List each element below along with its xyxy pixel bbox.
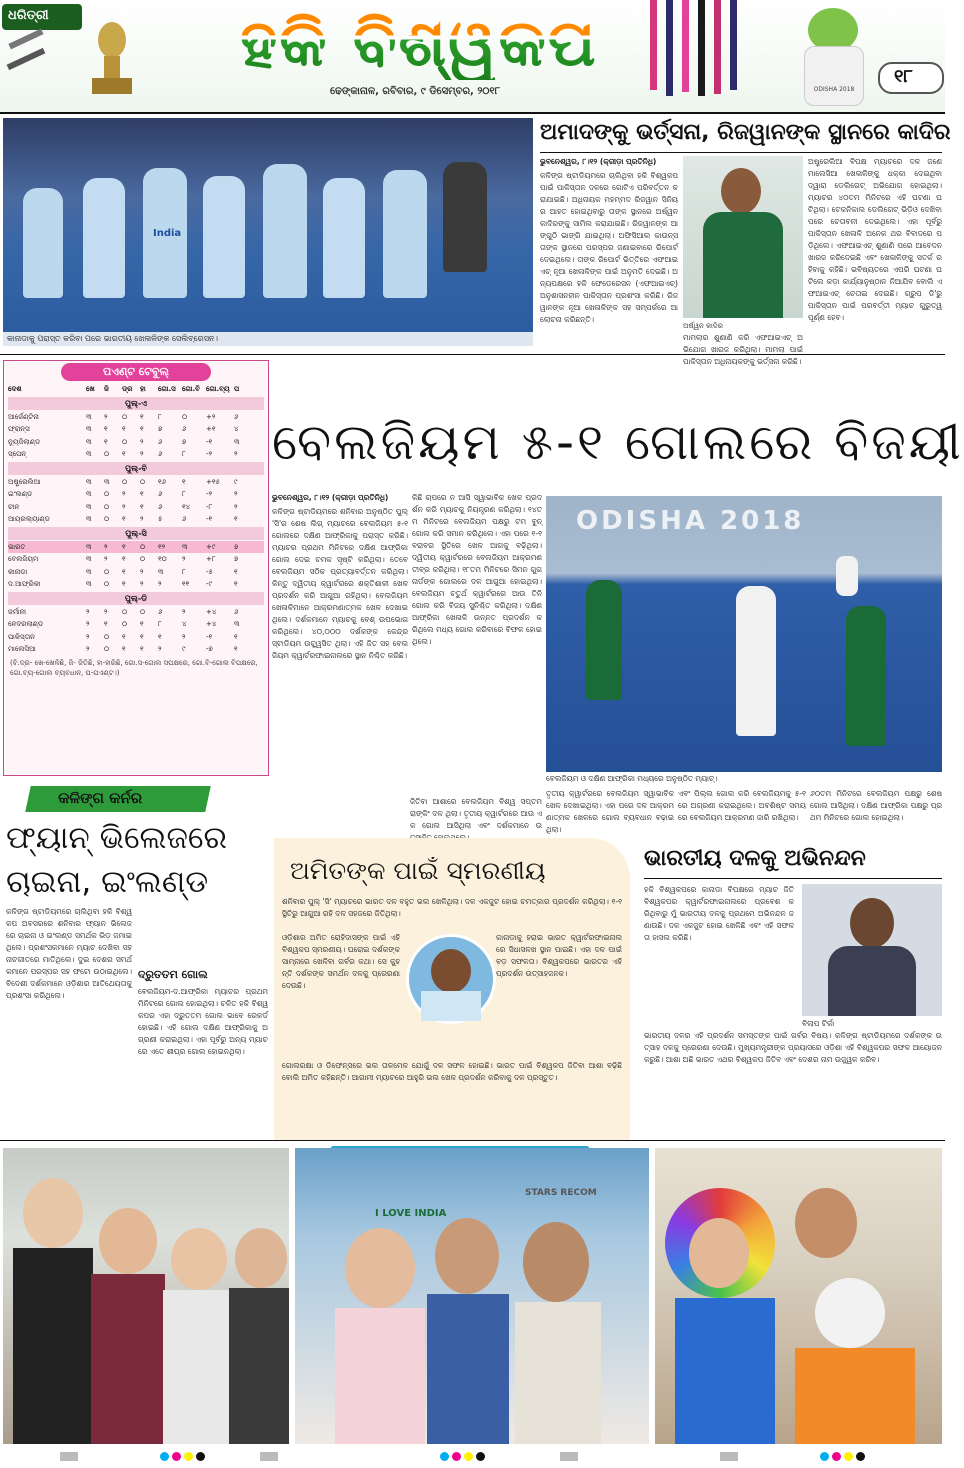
table-cell: ୦: [122, 477, 128, 486]
table-cell: ୧: [140, 412, 144, 421]
table-cell: ୧: [182, 477, 186, 486]
belgium-body-bottom-d: ୬୦ତମ ମିନିଟରେ ବେଲଜିୟମ ପକ୍ଷରୁ ଶେଷ ଗୋଲ ଆସିଥିଲା। ଦକ୍ଷିଣ ଆଫ୍ରିକା ପକ୍ଷରୁ ପ୍ରଥମ ମିନିଟରେ ଗୋଲ ହୋଇଥିଲା।: [810, 789, 942, 822]
registration-dot-black: [476, 1452, 485, 1461]
table-cell: ୨: [140, 437, 144, 446]
table-cell: ଗୋ.ସ: [158, 385, 176, 393]
congrats-body-left: ହକି ବିଶ୍ୱକପରେ କାନାଡା ବିପକ୍ଷରେ ମ୍ୟାଚ ଜିତି ବିଶ୍ୱକପର କ୍ୱାର୍ଟରଫାଇନାଲରେ ପ୍ରବେଶ କରିଥିବାରୁ ମୁଁ ଭାରତୀୟ ଦଳକୁ ପ୍ରଥମେ ଅଭିନନ୍ଦନ ଜଣାଉଛି। ଦଳ ଏକଜୁଟ ହୋଇ ଖେଳିଛି ଏବଂ ଏହି ସଫଳତା ହାସଲ କରିଛି।: [644, 885, 794, 942]
table-cell: ୮: [182, 490, 186, 498]
table-cell: ୭: [158, 425, 163, 433]
table-cell: ୨: [104, 412, 108, 421]
table-cell: ୮: [182, 567, 186, 576]
hockey-stick-icon: [0, 0, 150, 108]
table-cell: ୦: [122, 412, 128, 421]
table-cell: ୧: [140, 620, 144, 628]
table-cell: ୧: [234, 645, 238, 653]
table-cell: ୩: [86, 542, 92, 551]
table-cell: ୨: [104, 542, 108, 551]
table-cell: ଖେ: [86, 385, 95, 393]
fans-photo-2: [295, 1148, 649, 1444]
belgium-body-bottom-b: ତୃତୀୟ କ୍ୱାର୍ଟରରେ ବେଲଜିୟମ ସ୍ୱାଭାବିକ ଖେଳ ଦେଖାଇଥିଲା। ଏହା ପରେ ଦଳ ଆକ୍ରମଣାତ୍ମକ ଖେଳରେ ଗୋଲ ବ୍ୟବଧାନ ବଢ଼ାଇଥିଲା।: [546, 789, 674, 834]
table-row: [8, 423, 264, 436]
table-cell: ୨: [158, 580, 162, 588]
table-cell: ୧୧: [182, 580, 190, 588]
table-cell: ୧: [234, 567, 238, 576]
amit-column: [274, 838, 630, 1140]
table-cell: ୩: [86, 450, 92, 458]
table-cell: ୩: [86, 502, 92, 511]
table-row: [8, 631, 264, 644]
table-cell: ସ୍ପେନ୍: [8, 450, 27, 458]
table-cell: ୧: [234, 580, 238, 588]
amit-body-left: ଓଡ଼ିଶାର ଅମିତ ରୋହିଦାସଙ୍କ ପାଇଁ ଏହି ବିଶ୍ୱକପ ସ୍ମରଣୀୟ। ଘରୋଇ ଦର୍ଶକଙ୍କ ସାମ୍ନାରେ ଖେଳିବା ଗର୍ବର କଥା। ସେ କୁହନ୍ତି ଦର୍ଶକଙ୍କ ସମର୍ଥନ ଦଳକୁ ପ୍ରେରଣା ଦେଉଛି।: [282, 933, 400, 990]
table-cell: ୬: [158, 450, 163, 458]
points-table-title: [61, 363, 211, 381]
table-cell: ୧୨: [158, 542, 166, 551]
table-cell: +୮: [206, 555, 216, 563]
table-cell: -୨: [206, 490, 213, 498]
table-cell: ୨: [122, 490, 126, 498]
table-cell: ଦେଶ: [8, 385, 22, 393]
table-cell: ଜି: [104, 385, 109, 393]
fans-photo-3: [655, 1148, 942, 1444]
table-cell: ୧: [158, 632, 162, 641]
table-cell: ୧: [122, 632, 126, 641]
lead-photo: [3, 118, 533, 346]
table-cell: -୯: [206, 580, 213, 588]
print-mark: [560, 1452, 578, 1461]
table-row: [8, 643, 264, 656]
table-cell: ଆର୍ଜେଣ୍ଟିନା: [8, 412, 39, 421]
table-cell: ୦: [104, 490, 110, 498]
table-cell: ୮: [158, 412, 162, 421]
amit-body-right: କାନାଡାକୁ ହରାଇ ଭାରତ କ୍ୱାର୍ଟରଫାଇନାଲରେ ସିଧାସଳଖ ସ୍ଥାନ ପାଇଛି। ଏହା ଦଳ ପାଇଁ ବଡ଼ ସଫଳତା। ବିଶ୍ୱକପରେ ଭାରତର ଏହି ପ୍ରଦର୍ଶନ ଉତ୍ସାହଜନକ।: [496, 933, 622, 978]
table-cell: -୧: [206, 437, 213, 446]
table-cell: ୨: [104, 555, 108, 563]
congrats-body-full: ଭାରତୀୟ ଦଳର ଏହି ପ୍ରଦର୍ଶନ ସମସ୍ତଙ୍କ ପାଇଁ ଗର୍ବର ବିଷୟ। କଳିଙ୍ଗ ଷ୍ଟାଡିୟମରେ ଦର୍ଶକଙ୍କ ଉତ୍ସାହ ଦଳକୁ ପ୍ରେରଣା ଦେଉଛି। ମୁଖ୍ୟମନ୍ତ୍ରୀଙ୍କ ପ୍ରୟାସରେ ଓଡ଼ିଶା ଏହି ବିଶ୍ୱକପର ସଫଳ ଆୟୋଜନ କରୁଛି। ଆଶା ଅଛି ଭାରତ ଏଥର ବିଶ୍ୱକପ ଜିତିବ ଏବଂ ଦେଶର ନାମ ଉଜ୍ଜ୍ୱଳ କରିବ।: [644, 1031, 942, 1064]
banner-text-1: I LOVE INDIA: [375, 1208, 447, 1219]
table-cell: -୨: [206, 450, 213, 458]
kalinga-corner-tag-text: କଳିଙ୍ଗ କର୍ନର: [58, 789, 143, 807]
table-cell: ଚୀନ: [8, 502, 20, 511]
pakistan-dateline: ଭୁବନେଶ୍ୱର, ୮।୧୨ (କ୍ରୀଡ଼ା ପ୍ରତିନିଧି): [540, 157, 657, 166]
table-cell: ୬: [158, 437, 163, 446]
belgium-dateline: ଭୁବନେଶ୍ୱର, ୮।୧୨ (କ୍ରୀଡ଼ା ପ୍ରତିନିଧି): [272, 493, 389, 502]
pool-heading: ପୁଲ୍-ବି: [8, 462, 264, 475]
table-cell: ୨: [140, 580, 144, 588]
registration-dot-yellow: [464, 1452, 473, 1461]
table-cell: ୧୪: [182, 502, 191, 511]
pool-heading: ପୁଲ୍-ସି: [8, 527, 264, 540]
table-cell: ୧: [140, 490, 144, 498]
table-cell: ୦: [140, 555, 146, 563]
table-row: [8, 476, 264, 489]
table-cell: +୧: [206, 425, 216, 433]
table-cell: ଡ୍ର: [122, 385, 133, 393]
masthead-title: ହକି ବିଶ୍ୱକପ: [240, 7, 598, 81]
belgium-headline: ବେଲଜିୟମ ୫-୧ ଗୋଲରେ ବିଜୟୀ: [272, 413, 964, 471]
table-cell: ପ: [234, 385, 240, 393]
print-mark: [60, 1452, 78, 1461]
table-cell: ୬: [158, 502, 163, 511]
table-cell: ୫: [158, 515, 163, 523]
belgium-photo-caption: ବେଲଜିୟମ ଓ ଦକ୍ଷିଣ ଆଫ୍ରିକା ମଧ୍ୟରେ ଅନୁଷ୍ଠିତ ମ୍ୟାଚ୍।: [546, 774, 718, 783]
table-cell: ୩: [182, 542, 188, 551]
table-cell: ୦: [104, 450, 110, 458]
pool-heading: ପୁଲ୍-ଏ: [8, 397, 264, 410]
table-cell: ୨: [86, 620, 90, 628]
table-cell: ୨: [234, 450, 238, 458]
table-cell: -୧: [206, 515, 213, 523]
table-cell: କାନାଡା: [8, 567, 28, 576]
table-cell: ଭାରତ: [8, 542, 26, 551]
table-cell: ୧: [122, 425, 126, 433]
table-cell: ୭: [234, 555, 239, 563]
table-cell: -୮: [206, 502, 213, 511]
pool-heading: ପୁଲ୍-ଡି: [8, 592, 264, 605]
table-cell: ୨: [182, 632, 186, 641]
table-cell: ଗୋ.ବି: [182, 385, 200, 393]
print-mark: [720, 1452, 738, 1461]
table-cell: ୬: [158, 607, 163, 616]
registration-dot-black: [856, 1452, 865, 1461]
table-cell: ୭: [182, 437, 187, 446]
table-cell: ୧: [140, 632, 144, 641]
table-row: [8, 553, 264, 566]
table-row: [8, 488, 264, 501]
table-cell: ୬: [182, 425, 187, 433]
print-mark: [260, 1452, 278, 1461]
table-cell: ୮: [158, 620, 162, 628]
table-row: [8, 448, 264, 461]
table-cell: ୧: [140, 502, 144, 511]
table-cell: ୦: [122, 437, 128, 446]
belgium-body-col2: କିଛି ଚାପରେ ନ ଆସି ସ୍ୱାଭାବିକ ଖେଳ ପ୍ରଦର୍ଶନ କରି ମ୍ୟାଚକୁ ନିୟନ୍ତ୍ରଣ କରିଥିଲା। ୧୪ତମ ମିନିଟରେ ବେଲଜିୟମ ପକ୍ଷରୁ ଟମ ବୁନ୍ ଗୋଲ କରି ସମାନ କରିଥିଲେ। ଏହା ପରେ ୧-୧ ବରାବର ସ୍ଥିତିରେ ଖେଳ ଆଗକୁ ବଢ଼ିଥିଲା। ଦ୍ୱିତୀୟ କ୍ୱାର୍ଟରରେ ବେଲଜିୟମ ଆକ୍ରମଣ ତୀବ୍ର କରିଥିଲା। ୧୮ତମ ମିନିଟରେ ସିମନ ଗୁଗନାର୍ଡଙ୍କ ଗୋଲରେ ଦଳ ଆଗୁଆ ହୋଇଥିଲା। ବେଲଜିୟମ ଚତୁର୍ଥ କ୍ୱାର୍ଟରରେ ଆଉ ତିନି ଗୋଲ କରି ବିଜୟ ସୁନିଶ୍ଚିତ କରିଥିଲା। ଦକ୍ଷିଣ ଆଫ୍ରିକା ଖେଳାଳି ଉନ୍ନତ ପ୍ରଦର୍ଶନ କରିଥିଲେ ମଧ୍ୟ ଗୋଲ କରିବାରେ ବିଫଳ ହୋଇଥିଲେ।: [412, 493, 542, 646]
banner-text-2: STARS RECOM: [525, 1188, 597, 1198]
table-cell: ୨: [122, 502, 126, 511]
table-cell: ୧: [140, 425, 144, 433]
table-cell: ୦: [140, 477, 146, 486]
table-cell: ୧: [104, 425, 108, 433]
table-cell: ୨: [140, 515, 144, 523]
pakistan-caption-side-body: ମାମଲାର ଶୁଣାଣି କରି ଏଫଆଇଏଚ୍ ଅଭିଯୋଗ ଖାରଜ କରିଥିଲା। ମାମଲା ପାଇଁ ପାକିସ୍ତାନ ଅଧିନାୟକଙ୍କୁ ଭର୍ତ୍ସନା କରିଛି।: [683, 333, 803, 366]
table-cell: ୦: [104, 632, 110, 641]
table-cell: ପାକିସ୍ତାନ: [8, 632, 35, 641]
table-cell: ନ୍ୟୁଜିଲାଣ୍ଡ: [8, 437, 41, 446]
table-cell: +୪: [206, 607, 217, 616]
table-row: [8, 501, 264, 514]
table-cell: ୧: [234, 515, 238, 523]
table-cell: ୦: [104, 580, 110, 588]
table-cell: ଜର୍ମାନୀ: [8, 607, 27, 616]
masthead: [0, 0, 945, 112]
registration-dot-cyan: [160, 1452, 169, 1461]
table-cell: ୧: [122, 542, 126, 551]
belgium-body-col1: କଳିଙ୍ଗ ଷ୍ଟାଡିୟମରେ ଶନିବାର ଅନୁଷ୍ଠିତ ପୁଲ୍ 'ସି'ର ଶେଷ ଲିଗ୍ ମ୍ୟାଚରେ ବେଲଜିୟମ ୫-୧ ଗୋଲରେ ଦକ୍ଷିଣ ଆଫ୍ରିକାକୁ ପରାସ୍ତ କରିଛି। ମ୍ୟାଚର ପ୍ରଥମ ମିନିଟରେ ଦକ୍ଷିଣ ଆଫ୍ରିକା ଗୋଲ ଦେଇ ଚମକ ସୃଷ୍ଟି କରିଥିଲା। ତେବେ ବେଲଜିୟମ ସଠିକ ପ୍ରତ୍ୟାବର୍ତ୍ତନ କରିଥିଲା। କିନ୍ତୁ ଦ୍ୱିତୀୟ କ୍ୱାର୍ଟରରେ ଶକ୍ତିଶାଳୀ ଖେଳ ପ୍ରଦର୍ଶନ କରି ଆଗୁଆ ରହିଥିଲା। ବେଲଜିୟମ ଖେଳାଳିମାନେ ଆକ୍ରମଣାତ୍ମକ ଖେଳ ଦେଖାଇଥିଲେ। ଦର୍ଶକମାନେ ମ୍ୟାଚକୁ ବେଶ୍ ଉପଭୋଗ କରିଥିଲେ। ୪୦,୦୦୦ ଦର୍ଶକଙ୍କ କେନ୍ଦ୍ର ସ୍ଟାଡିୟମ ଉଚ୍ଛ୍ୱସିତ ଥିଲା। ଏହି ଜିତ ସହ ବେଲଜିୟମ କ୍ୱାର୍ଟରଫାଇନାଲରେ ସ୍ଥାନ ନିଶ୍ଚିତ କରିଛି।: [272, 507, 408, 660]
table-cell: ୧୬: [158, 477, 167, 486]
table-cell: ଅଷ୍ଟ୍ରେଲିଆ: [8, 477, 41, 486]
congrats-headline: ଭାରତୀୟ ଦଳକୁ ଅଭିନନ୍ଦନ: [644, 846, 866, 871]
table-cell: ୨: [140, 567, 144, 576]
table-cell: ୨: [104, 607, 108, 616]
table-cell: ୦: [122, 620, 128, 628]
table-cell: ୦: [140, 542, 146, 551]
page-number: ୧୮: [894, 66, 913, 87]
kalinga-body-right: ବେଲଜିୟମ-ଦ.ଆଫ୍ରିକା ମ୍ୟାଚର ପ୍ରଥମ ମିନିଟରେ ଗୋଲ ହୋଇଥିଲା। ଚଳିତ ହକି ବିଶ୍ୱକପର ଏହା ଦ୍ରୁତତମ ଗୋଲ ଭାବେ ରେକର୍ଡ ହୋଇଛି। ଏହି ଗୋଲ ଦକ୍ଷିଣ ଆଫ୍ରିକାକୁ ଅଗ୍ରଣୀ କରାଇଥିଲା। ଏହା ପୂର୍ବରୁ ଅନ୍ୟ ମ୍ୟାଚରେ ଏତେ ଶୀଘ୍ର ଗୋଲ ହୋଇନଥିଲା।: [138, 987, 268, 1056]
amit-body-bottom: ଗୋଲରକ୍ଷା ଓ ଡିଫେନ୍ସରେ ଭଲ ତାଳମେଳ ଯୋଗୁଁ ଦଳ ସଫଳ ହୋଇଛି। ଭାରତ ପାଇଁ ବିଶ୍ୱକପ ଜିତିବା ଆଶା ବଢ଼ିଛି ବୋଲି ଅମିତ କହିଛନ୍ତି। ଆଗାମୀ ମ୍ୟାଚରେ ଆହୁରି ଭଲ ଖେଳ ପ୍ରଦର୍ଶନ କରିବାକୁ ଦଳ ପ୍ରସ୍ତୁତ।: [282, 1061, 622, 1082]
table-row: [8, 436, 264, 449]
table-cell: +୧୫: [206, 477, 220, 486]
table-cell: ୩: [86, 490, 92, 498]
table-cell: ୧: [122, 645, 126, 653]
table-cell: ୩: [234, 620, 240, 628]
registration-dot-magenta: [172, 1452, 181, 1461]
table-cell: ୧: [122, 450, 126, 458]
table-cell: ୧: [104, 437, 108, 446]
table-cell: ୦: [104, 515, 110, 523]
table-cell: ୬: [234, 607, 239, 616]
table-cell: ୩: [86, 515, 92, 523]
table-cell: -୫: [206, 567, 213, 576]
table-cell: ୨: [182, 607, 186, 616]
table-cell: +୨: [206, 412, 216, 421]
table-cell: ୬: [182, 515, 187, 523]
belgium-body-bottom-a: ଜିତିବା ଆଶାରେ ବେଲଜିୟମ ବିଶ୍ୱ ସପ୍ତମ ରାଙ୍କିଂ ଦଳ ଥିଲା। ତୃତୀୟ କ୍ୱାର୍ଟରରେ ଆଉ ଏକ ଗୋଲ ଆସିଥିଲା ଏବଂ ଦର୍ଶକମାନେ ଉ: [410, 797, 542, 830]
table-cell: -୧: [206, 632, 213, 641]
table-row: [8, 566, 264, 579]
table-cell: ୩: [86, 437, 92, 446]
table-cell: ୧୦: [158, 555, 167, 563]
points-table-legend: (ବି.ଦ୍ର- ଖେ-ଖେଳିଛି, ଜି- ଜିତିଛି, ହା-ହାରିଛି, ଗୋ.ସ-ଗୋଲ ସପକ୍ଷରେ, ଗୋ.ବି-ଗୋଲ ବିପକ୍ଷରେ, ଗୋ.ବ୍ୟ-ଗୋଲ ବ୍ୟବଧାନ, ପ-ପଏଣ୍ଟ।): [10, 658, 258, 677]
table-cell: ୪: [234, 425, 239, 433]
table-cell: ୧: [122, 580, 126, 588]
registration-dot-cyan: [820, 1452, 829, 1461]
kalinga-body-right-intro: [138, 906, 268, 966]
table-cell: +୪: [206, 620, 217, 628]
table-cell: ୧: [104, 620, 108, 628]
kalinga-corner-tag: [25, 786, 211, 812]
table-cell: ୧: [122, 555, 126, 563]
masthead-dateline: ଢେଙ୍କାନାଳ, ରବିବାର, ୯ ଡିସେମ୍ବର, ୨୦୧୮: [330, 86, 500, 97]
table-cell: ୧: [122, 515, 126, 523]
kalinga-body-left: କଳିଙ୍ଗ ଷ୍ଟାଡିୟମରେ ଚାଲିଥିବା ହକି ବିଶ୍ୱକପ ଅବସରରେ ଶନିବାର ଫ୍ୟାନ ଭିଲେଜରେ ଚାଇନା ଓ ଇଂଲଣ୍ଡ ସମର୍ଥକ ଭିଡ଼ ଜମାଇଥିଲେ। ପ୍ରଶଂସକମାନେ ମ୍ୟାଚ ଦେଖିବା ସହ ନାଚଗୀତରେ ମାତିଥିଲେ। ଦୁଇ ଦେଶର ସମର୍ଥକମାନେ ପରସ୍ପର ସହ ଫଟୋ ଉଠାଇଥିଲେ। ବିଦେଶୀ ଦର୍ଶକମାନେ ଓଡ଼ିଶାର ଆତିଥେୟତାକୁ ପ୍ରଶଂସା କରିଥିଲେ।: [6, 907, 132, 1000]
registration-dot-magenta: [452, 1452, 461, 1461]
table-cell: ଇଂଲଣ୍ଡ: [8, 490, 33, 498]
lead-photo-caption: କାନାଡାକୁ ପରାସ୍ତ କରିବା ପରେ ଭାରତୀୟ ଖେଳାଳିଙ୍କ ସେଲିବ୍ରେସନ।: [3, 332, 533, 346]
mascot-label: ODISHA 2018: [813, 86, 855, 93]
table-cell: ୬: [234, 412, 239, 421]
table-cell: ଦ.ଆଫ୍ରିକା: [8, 580, 41, 588]
table-cell: ୨: [182, 555, 186, 563]
table-cell: ୨: [86, 607, 90, 616]
brand-text: ଧରିତ୍ରୀ: [8, 8, 49, 23]
table-cell: ୨: [234, 502, 238, 511]
table-cell: ୨: [158, 645, 162, 653]
table-cell: ୦: [122, 607, 128, 616]
pakistan-player-photo: [683, 156, 803, 318]
table-cell: ୬: [158, 490, 163, 498]
points-table-body: [4, 383, 268, 656]
table-row: [8, 411, 264, 424]
table-row: [8, 618, 264, 631]
table-cell: ୩: [86, 412, 92, 421]
amit-headline: ଅମିତଙ୍କ ପାଇଁ ସ୍ମରଣୀୟ: [290, 856, 546, 885]
kalinga-headline: ଫ୍ୟାନ୍ ଭିଲେଜରେ ଚାଇନା, ଇଂଲଣ୍ଡ: [6, 820, 227, 900]
table-cell: ୧: [140, 645, 144, 653]
table-cell: ୩: [86, 425, 92, 433]
table-cell: ବେଲଜିୟମ: [8, 555, 39, 563]
table-cell: ଗୋ.ବ୍ୟ: [206, 385, 230, 393]
pakistan-photo-caption: ଅର୍ଷ୍ୱନ କାଦିର: [683, 322, 723, 330]
table-cell: ଆୟରଲ୍ୟାଣ୍ଡ: [8, 515, 50, 523]
table-row: [8, 606, 264, 619]
table-cell: -୭: [206, 645, 213, 653]
congrats-portrait: [802, 884, 942, 1016]
table-cell: ୮: [182, 450, 186, 458]
amit-body-top: ଶନିବାର ପୁଲ୍ 'ସି' ମ୍ୟାଚରେ ଭାରତ ଦଳ ବହୁତ ଭଲ ଖେଳିଥିଲା। ଦଳ ଏକଜୁଟ ହୋଇ ଚମତ୍କାର ପ୍ରଦର୍ଶନ କରିଥିଲା। ୧-୧ ସ୍ଥିତିରୁ ଆଗୁଆ ରହି ଦଳ ସହଜରେ ଜିତିଥିଲା।: [282, 897, 622, 918]
page-number-box: [878, 62, 944, 94]
table-cell: ୭: [234, 542, 239, 551]
table-cell: ମାଲେସିଆ: [8, 645, 36, 653]
photo-banner-text: ODISHA 2018: [576, 506, 805, 536]
belgium-match-photo: [546, 496, 942, 772]
table-cell: ୩: [86, 477, 92, 486]
fans-photo-1: [3, 1148, 289, 1444]
trophy-illustration: [0, 0, 150, 108]
table-cell: ୨: [140, 450, 144, 458]
belgium-body-bottom-c: ଏବଂ ପିଲ୍ଲ ଗୋଲ କରି ବେଲଜିୟମକୁ ୫-୧ରେ ଅଗ୍ରଣୀ କରାଇଥିଲେ। ଅବଶିଷ୍ଟ ସମୟରେ ବେଲଜିୟମ ଆକ୍ରମଣ ଜାରି ରଖିଥିଲା।: [678, 789, 806, 822]
registration-dot-yellow: [844, 1452, 853, 1461]
pakistan-body-right: ଅଷ୍ଟ୍ରେଲିଆ ବିପକ୍ଷ ମ୍ୟାଚରେ ଦଳ ଜଣେ ମାଲେସିଆ ଖେଳାଳିଙ୍କୁ ଧକ୍କା ଦେଇଥିବା ଦ୍ୱାରା ଡେଲିଗେଟ୍ ଅଭିଯୋଗ ହୋଇଥିଲା। ମ୍ୟାଚର ୪୦ତମ ମିନିଟରେ ଏହି ଘଟଣା ଘଟିଥିଲା। ଟେକନିକାଲ ଡେଲିଗେଟ୍ ଭିଡ଼ିଓ ଦେଖିବା ପରେ ଚେତାବନୀ ଦେଇଥିଲେ। ଏହା ପୂର୍ବରୁ ପାକିସ୍ତାନ ଖେଳାଳି ଅନେକ ଥର ବିବାଦରେ ପଡ଼ିଥିଲେ। ଏଫଆଇଏଚ୍ ଶୁଣାଣି ପରେ ଆବେଦନ ଖାରଜ କରିଦେଇଛି ଏବଂ ଖେଳାଳିଙ୍କୁ ସତର୍କ ରହିବାକୁ କହିଛି। ଭବିଷ୍ୟତରେ ଏପରି ଘଟଣା ଘଟିଲେ କଡ଼ା କାର୍ଯ୍ୟାନୁଷ୍ଠାନ ନିଆଯିବ ବୋଲି ଏଫଆଇଏଚ୍ ଚେତାଇ ଦେଇଛି। ଗ୍ରୁପ ଡି'ରୁ ପାକିସ୍ତାନ ପାଇଁ ପରବର୍ତ୍ତୀ ମ୍ୟାଚ ଗୁରୁତ୍ୱପୂର୍ଣ୍ଣ ହେବ।: [808, 157, 942, 322]
pakistan-body-left: କଳିଙ୍ଗ ଷ୍ଟାଡିୟମରେ ଚାଲିଥିବା ହକି ବିଶ୍ୱକପ ପାଇଁ ପାକିସ୍ତାନ ଦଳରେ ଗୋଟିଏ ପରିବର୍ତ୍ତନ କରାଯାଇଛି। ଅଧିନାୟକ ମହମ୍ମଦ ରିଜୱାନ ସିନିୟର ଆହତ ହୋଇଥିବାରୁ ତାଙ୍କ ସ୍ଥାନରେ ଅର୍ଷ୍ୱନ କାଦିରଙ୍କୁ ସାମିଲ କରାଯାଇଛି। ରିଜୱାନଙ୍କ ଆଙ୍ଗୁଠି ଭାଙ୍ଗି ଯାଇଥିଲା। ଅଫିସିଆଲ କାଉନ୍ସ ତାଙ୍କ ସ୍ଥାନରେ ପରସ୍ପର ଜଣାଇବାରେ ରିପୋର୍ଟ ଦେଇଥିଲେ। ତାଙ୍କ ରିପୋର୍ଟ ଭିତ୍ତିରେ ଏଫଆଇଏଚ୍ ନୂଆ ଖେଳାଳିଙ୍କ ପାଇଁ ଅନୁମତି ଦେଇଛି। ଅନ୍ୟପକ୍ଷରେ ହକି ଫେଡେରେସନ (ଏଫଆଇଏଚ୍) ଅନୁଶାସନହୀନ ପାକିସ୍ତାନ ପ୍ରଶଂସା କରିଛି। ରିଜୱାନଙ୍କ ନୂଆ ଖେଳାଳିଙ୍କ ସହ ସମ୍ପର୍କରେ ଆଲୋଚନା କରିଛନ୍ତି।: [540, 171, 678, 324]
table-cell: ୦: [104, 567, 110, 576]
table-cell: ୯: [182, 645, 186, 653]
amit-portrait: [406, 934, 496, 1024]
table-cell: ୩: [158, 567, 164, 576]
table-header-row: [8, 383, 264, 396]
table-cell: ୩: [86, 580, 92, 588]
table-cell: ୦: [140, 607, 146, 616]
table-cell: ୩: [86, 567, 92, 576]
table-cell: ୨: [86, 645, 90, 653]
table-cell: ୨: [234, 490, 238, 498]
table-cell: ୩: [234, 437, 240, 446]
table-cell: ୩: [86, 555, 92, 563]
registration-dot-magenta: [832, 1452, 841, 1461]
kalinga-subhead: ଦ୍ରୁତତମ ଗୋଲ: [138, 968, 208, 981]
jersey-text: India: [153, 228, 182, 239]
table-cell: ୦: [104, 502, 110, 511]
table-row: [8, 578, 264, 591]
hockey-sticks-icon: [640, 0, 760, 108]
points-table: [3, 360, 269, 776]
table-cell: ହା: [140, 385, 146, 393]
registration-dot-black: [196, 1452, 205, 1461]
table-cell: ୦: [104, 645, 110, 653]
table-cell: ୨: [86, 632, 90, 641]
table-cell: ୯: [234, 477, 238, 486]
registration-dot-cyan: [440, 1452, 449, 1461]
points-table-title-text: ପଏଣ୍ଟ ଟେବୁଲ୍: [103, 365, 169, 378]
table-cell: ଫ୍ରାନ୍ସ: [8, 425, 30, 433]
table-row: [8, 513, 264, 526]
table-cell: ୩: [104, 477, 110, 486]
table-cell: ୧: [234, 632, 238, 641]
table-cell: ନେଦରଲାଣ୍ଡ: [8, 620, 44, 628]
table-cell: ୦: [182, 412, 188, 421]
table-cell: ୧: [122, 567, 126, 576]
congrats-photo-caption: ବିଲାପ ଟିର୍କା: [802, 1019, 835, 1028]
table-cell: ୪: [182, 620, 187, 628]
pakistan-headline: ଅମାଦଙ୍କୁ ଭର୍ତ୍ସନା, ରିଜୱାନଙ୍କ ସ୍ଥାନରେ କାଦିର: [540, 120, 951, 145]
table-cell: +୯: [206, 542, 216, 551]
table-row: [8, 541, 264, 554]
registration-dot-yellow: [184, 1452, 193, 1461]
mascot-illustration: [790, 6, 880, 108]
